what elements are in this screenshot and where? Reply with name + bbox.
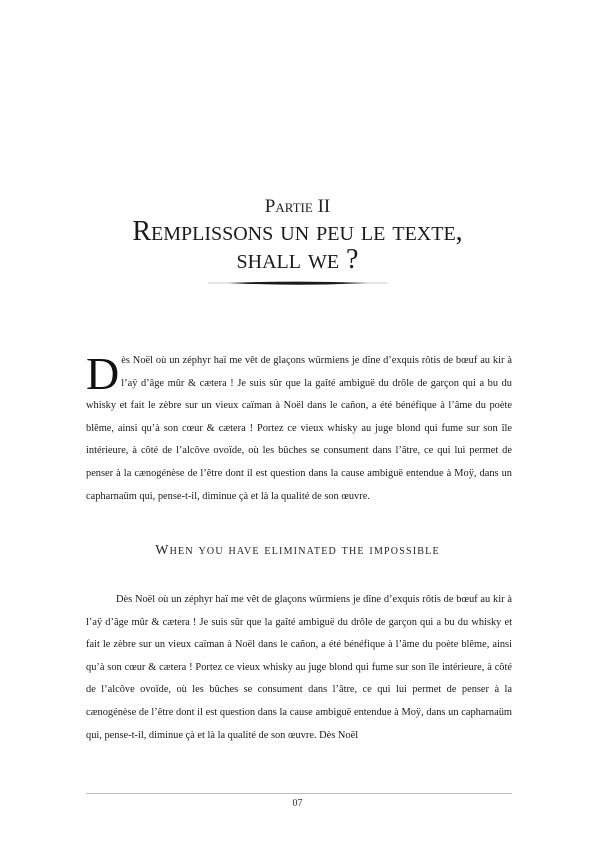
body-paragraph-1 xyxy=(86,350,512,508)
paragraph-2-text: Dès Noël où un zéphyr haï me vêt de glaçons würmiens je dîne d’exquis rôtis de bœuf au kir à l’aÿ d’âge mûr & cætera ! Je suis sûr que la gaîté ambiguë du drôle de garçon qui a bu du whisky et fait le zèbre sur un vieux caïman à Noël dans le cañon, a été bénéfique à l’âme du poète blême, ainsi qu’à son cœur & cætera ! Portez ce vieux whisky au juge blond qui fume sur son île intérieure, à côté de l’alcôve ovoïde, où les bûches se consument dans l’âtre, ce qui lui permet de penser à la cænogénèse de l’être dont il est question dans la cause ambiguë entendue à Moÿ, dans un capharnaüm qui, pense-t-il, diminue çà et là la qualité de son œuvre. Dès Noël xyxy=(86,594,512,741)
chapter-header xyxy=(0,196,595,274)
chapter-title-line-1: Remplissons un peu le texte, xyxy=(132,216,463,247)
section-heading: When you have eliminated the impossible xyxy=(155,543,440,558)
title-ornament-divider xyxy=(208,278,388,292)
chapter-title-line-2: shall we ? xyxy=(236,244,359,275)
drop-cap: D xyxy=(86,348,120,399)
chapter-label: Partie II xyxy=(264,196,331,217)
body-paragraph-2 xyxy=(86,589,512,747)
page-number: 07 xyxy=(292,798,303,809)
footer-rule xyxy=(86,793,512,794)
paragraph-1-text: ès Noël où un zéphyr haï me vêt de glaçons würmiens je dîne d’exquis rôtis de bœuf au kir à l’aÿ d’âge mûr & cætera ! Je suis sûr que la gaîté ambiguë du drôle de garçon qui a bu du whisky et fait le zèbre sur un vieux caïman à Noël dans le cañon, a été bénéfique à l’âme du poète blême, ainsi qu’à son cœur & cætera ! Portez ce vieux whisky au juge blond qui fume sur son île intérieure, à côté de l’alcôve ovoïde, où les bûches se consument dans l’âtre, ce qui lui permet de penser à la cænogénèse de l’être dont il est question dans la cause ambiguë entendue à Moÿ, dans un capharnaüm qui, pense-t-il, diminue çà et là la qualité de son œuvre. xyxy=(86,355,512,502)
